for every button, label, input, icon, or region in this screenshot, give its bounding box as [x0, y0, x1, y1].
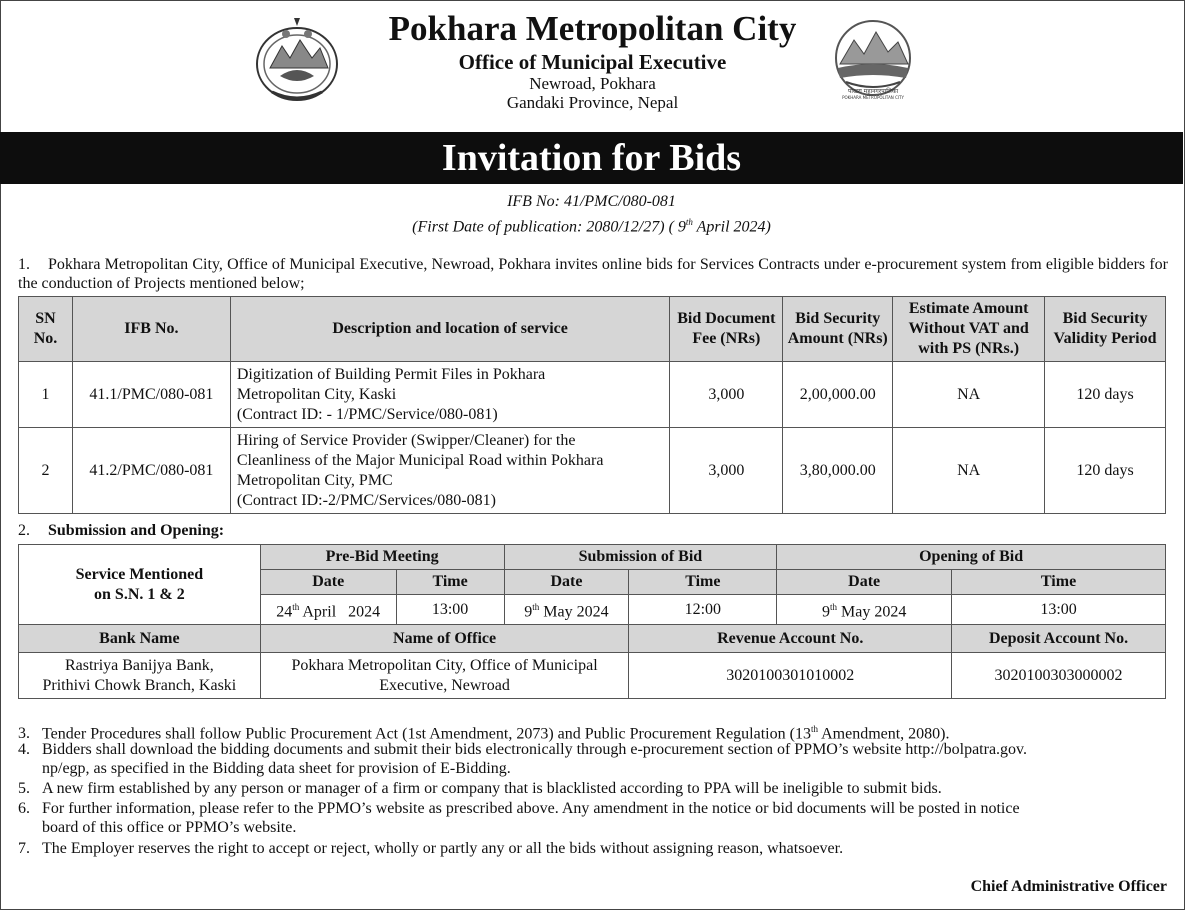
intro-paragraph: [18, 255, 1168, 293]
bids-table: [18, 296, 1166, 514]
day: 9: [821, 603, 830, 621]
office-name-line: Executive, Newroad: [379, 676, 510, 694]
prebid-header: Pre-Bid Meeting: [260, 545, 504, 570]
contract-id: (Contract ID:-2/PMC/Services/080-081): [236, 491, 496, 509]
point-5: [18, 779, 1168, 798]
header-estimate: Estimate Amount Without VAT and with PS (NRs.): [893, 297, 1045, 362]
header-description: Description and location of service: [230, 297, 670, 362]
service-mentioned-line: on S.N. 1 & 2: [94, 585, 185, 603]
contract-id: (Contract ID: - 1/PMC/Service/080-081): [236, 405, 498, 423]
cell-security: 2,00,000.00: [783, 362, 893, 428]
intro-text: Pokhara Metropolitan City, Office of Municipal Executive, Newroad, Pokhara invites online bids for Services Contracts under e-procurement system from eligible bidders for the conduction of Projects mentioned below;: [18, 256, 1168, 292]
opening-time: 13:00: [952, 595, 1166, 625]
opening-header: Opening of Bid: [777, 545, 1166, 570]
signature: Chief Administrative Officer: [970, 878, 1167, 895]
cell-sn: 2: [19, 428, 73, 514]
time-label: Time: [396, 570, 504, 595]
bank-name: [19, 653, 261, 699]
bank-name-line: Rastriya Banijya Bank,: [64, 656, 214, 674]
point-6: [18, 799, 1168, 837]
office-name-cell: [260, 653, 629, 699]
office-header: Name of Office: [260, 625, 629, 653]
table-header-row: [19, 297, 1166, 362]
date-label: Date: [777, 570, 952, 595]
revenue-header: Revenue Account No.: [629, 625, 952, 653]
cell-estimate: NA: [893, 428, 1045, 514]
point-text: Tender Procedures shall follow Public Procurement Act (1st Amendment, 2073) and Public Procurement Regulation (13: [42, 725, 811, 743]
point-number: 3.: [18, 725, 30, 743]
address-line-1: Newroad, Pokhara: [529, 74, 656, 93]
point-7: [18, 839, 1168, 858]
ordinal: th: [810, 724, 818, 734]
time-label: Time: [629, 570, 777, 595]
header-validity: Bid Security Validity Period: [1045, 297, 1166, 362]
description-line: Metropolitan City, Kaski: [236, 385, 397, 403]
ordinal: th: [829, 601, 837, 612]
point-number: 2.: [18, 522, 30, 539]
city-name: Pokhara Metropolitan City: [388, 9, 797, 48]
schedule-table: [18, 544, 1166, 699]
point-text: The Employer reserves the right to accept or reject, wholly or partly any or all the bids without assigning reason, whatsoever.: [42, 840, 844, 857]
title-banner: Invitation for Bids: [0, 132, 1183, 184]
point-number: 1.: [18, 256, 30, 273]
cell-ifb: 41.2/PMC/080-081: [72, 428, 230, 514]
point-text: board of this office or PPMO’s website.: [42, 819, 297, 836]
point-text: For further information, please refer to the PPMO’s website as prescribed above. Any amendment in the notice or bid documents will be posted in notice: [42, 800, 1020, 817]
date-label: Date: [504, 570, 629, 595]
submission-date: [504, 595, 629, 625]
revenue-account: 3020100301010002: [629, 653, 952, 699]
cell-fee: 3,000: [670, 362, 783, 428]
publication-date-suffix: April 2024): [692, 218, 771, 236]
bank-row: [19, 653, 1166, 699]
submission-time: 12:00: [629, 595, 777, 625]
opening-date: [777, 595, 952, 625]
point-text: Amendment, 2080).: [817, 725, 950, 743]
point-text: np/egp, as specified in the Bidding data sheet for provision of E-Bidding.: [42, 760, 511, 777]
schedule-header-row: [19, 545, 1166, 570]
point-number: 5.: [18, 780, 30, 797]
cell-sn: 1: [19, 362, 73, 428]
description-line: Digitization of Building Permit Files in Pokhara: [236, 365, 546, 383]
cell-validity: 120 days: [1045, 428, 1166, 514]
month-year: May 2024: [543, 603, 609, 621]
point-number: 6.: [18, 800, 30, 817]
header-fee: Bid Document Fee (NRs): [670, 297, 783, 362]
day: 9: [524, 603, 533, 621]
prebid-time: 13:00: [396, 595, 504, 625]
address-line-2: Gandaki Province, Nepal: [506, 93, 679, 112]
cell-estimate: NA: [893, 362, 1045, 428]
bank-name-line: Prithivi Chowk Branch, Kaski: [42, 676, 237, 694]
deposit-account: 3020100303000002: [952, 653, 1166, 699]
bank-header: Bank Name: [19, 625, 261, 653]
time-label: Time: [952, 570, 1166, 595]
publication-date-ordinal: th: [685, 217, 693, 227]
deposit-header: Deposit Account No.: [952, 625, 1166, 653]
header-sn: SN No.: [19, 297, 73, 362]
point-number: 4.: [18, 741, 30, 758]
header-ifb: IFB No.: [72, 297, 230, 362]
ordinal: th: [532, 601, 540, 612]
ifb-number: IFB No: 41/PMC/080-081: [507, 193, 676, 210]
cell-description: [230, 362, 670, 428]
pokhara-city-logo-icon: [832, 20, 914, 100]
date-label: Date: [260, 570, 396, 595]
bank-header-row: [19, 625, 1166, 653]
point-text: Bidders shall download the bidding documents and submit their bids electronically through e-procurement section of PPMO’s website http://bolpatra.gov.: [42, 741, 1028, 758]
logo-text-nepali: पोखरा महानगरपालिका: [847, 88, 899, 95]
submission-heading: [18, 521, 1168, 540]
day: 24: [276, 603, 293, 621]
point-number: 7.: [18, 840, 30, 857]
header-text: [320, 8, 865, 112]
service-mentioned-line: Service Mentioned: [75, 565, 204, 583]
header-security: Bid Security Amount (NRs): [783, 297, 893, 362]
publication-date: [0, 212, 1183, 237]
prebid-date: [260, 595, 396, 625]
cell-security: 3,80,000.00: [783, 428, 893, 514]
publication-date-text: (First Date of publication: 2080/12/27) ( 9: [412, 218, 686, 236]
submission-heading-text: Submission and Opening:: [48, 522, 225, 539]
submission-header: Submission of Bid: [504, 545, 777, 570]
ordinal: th: [292, 601, 300, 612]
header: [0, 0, 1183, 132]
office-name-line: Pokhara Metropolitan City, Office of Municipal: [291, 656, 598, 674]
description-line: Metropolitan City, PMC: [236, 471, 393, 489]
month-year: May 2024: [841, 603, 907, 621]
cell-fee: 3,000: [670, 428, 783, 514]
logo-text-english: POKHARA METROPOLITAN CITY: [842, 95, 904, 100]
office-name: Office of Municipal Executive: [458, 50, 727, 74]
cell-description: [230, 428, 670, 514]
table-row: [19, 428, 1166, 514]
description-line: Hiring of Service Provider (Swipper/Cleaner) for the: [236, 431, 576, 449]
service-mentioned: [19, 545, 261, 625]
month-year: April 2024: [302, 603, 381, 621]
description-line: Cleanliness of the Major Municipal Road within Pokhara: [236, 451, 604, 469]
table-row: [19, 362, 1166, 428]
cell-ifb: 41.1/PMC/080-081: [72, 362, 230, 428]
point-text: A new firm established by any person or manager of a firm or company that is blacklisted according to PPA will be ineligible to submit bids.: [42, 780, 942, 797]
cell-validity: 120 days: [1045, 362, 1166, 428]
point-4: [18, 740, 1168, 778]
ifb-info: [0, 192, 1183, 237]
